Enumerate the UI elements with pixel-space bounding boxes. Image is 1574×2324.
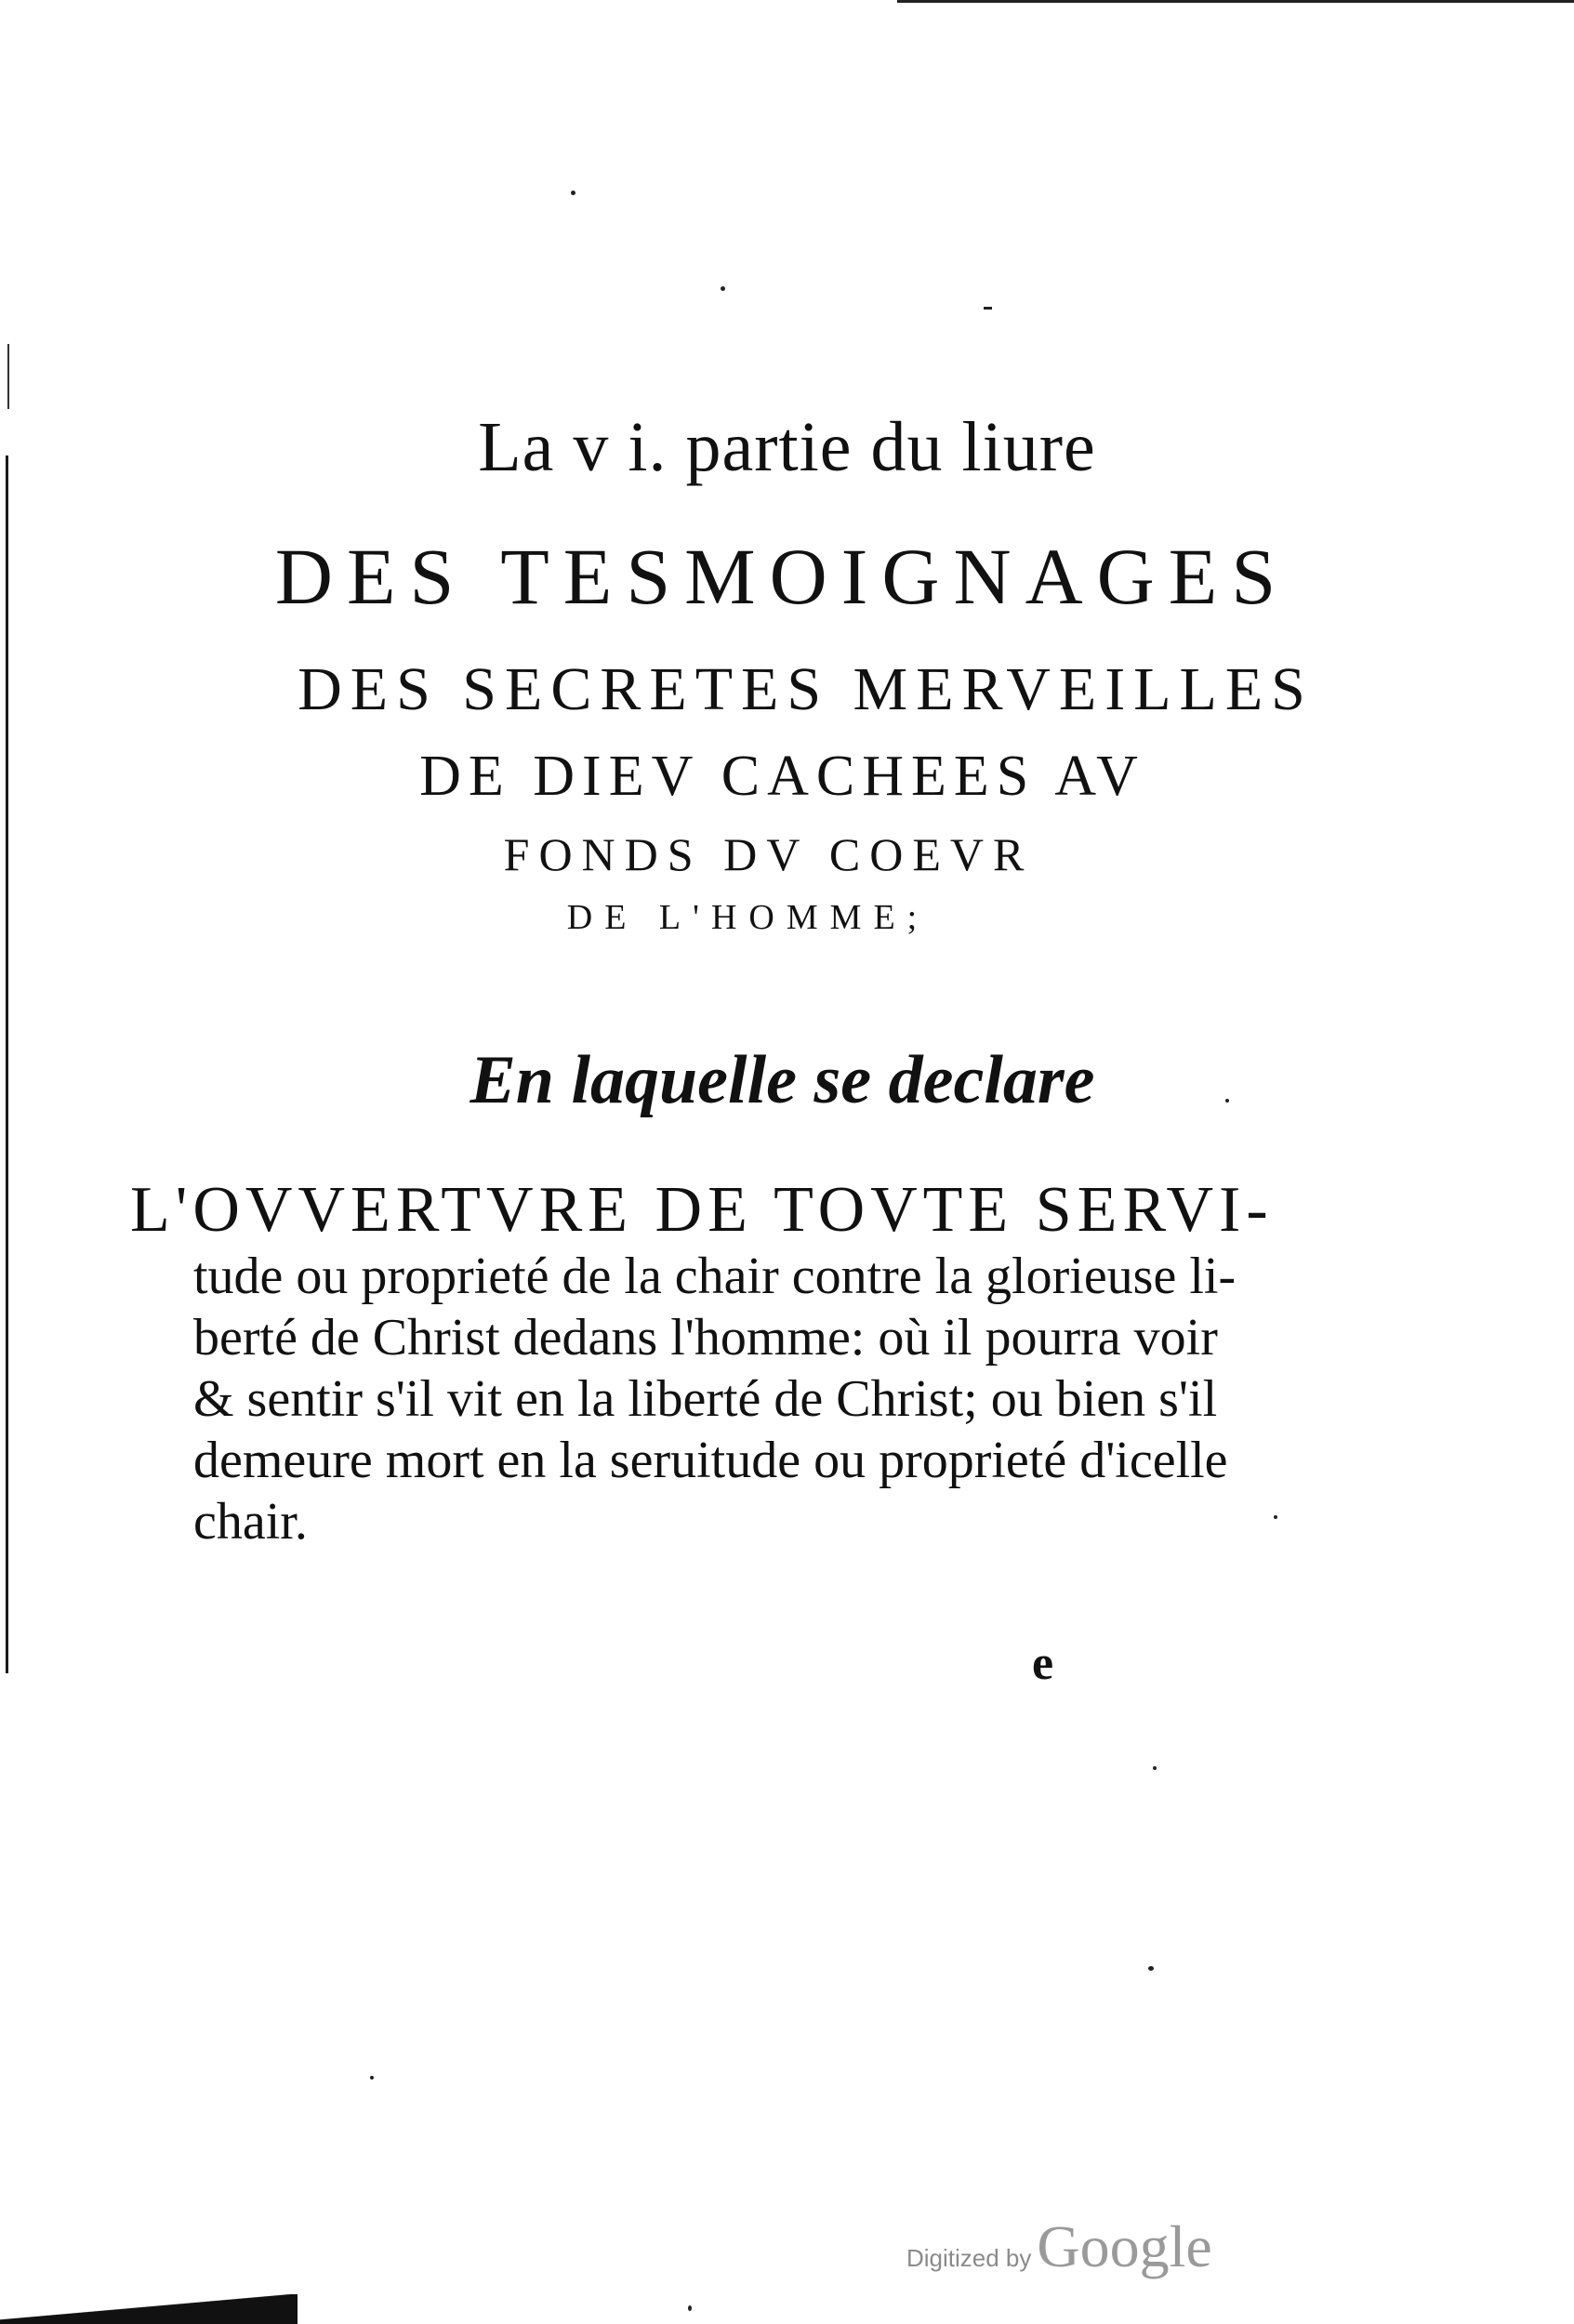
subtitle: En laquelle se declare xyxy=(470,1042,1095,1118)
body-line: berté de Christ dedans l'homme: où il pourra voir xyxy=(193,1309,1218,1367)
signature-mark: e xyxy=(1032,1637,1054,1690)
ink-speck xyxy=(370,2076,374,2080)
ink-speck xyxy=(984,307,992,310)
body-line: & sentir s'il vit en la liberté de Christ; ou bien s'il xyxy=(193,1370,1218,1428)
title-line-6: DE L'HOMME; xyxy=(566,898,930,937)
watermark-prefix: Digitized by xyxy=(906,2244,1032,2272)
scan-edge-tick-left xyxy=(7,344,9,409)
watermark-brand-logo: Google xyxy=(1037,2213,1212,2279)
opening-line: L'OVVERTVRE DE TOVTE SERVI- xyxy=(130,1174,1274,1246)
body-line: demeure mort en la seruitude ou proprieté d'icelle xyxy=(193,1432,1228,1489)
title-line-4: DE DIEV CACHEES AV xyxy=(419,745,1145,808)
digitized-watermark xyxy=(906,2212,1212,2281)
title-line-2: DES TESMOIGNAGES xyxy=(274,532,1290,621)
scan-edge-top xyxy=(897,0,1574,3)
body-line: tude ou proprieté de la chair contre la glorieuse li- xyxy=(193,1248,1237,1305)
title-line-5: FONDS DV COEVR xyxy=(503,828,1034,880)
title-line-3: DES SECRETES MERVEILLES xyxy=(298,655,1314,723)
scan-edge-bottom xyxy=(0,2294,298,2324)
ink-speck xyxy=(1153,1766,1157,1770)
title-line-1: La v i. partie du liure xyxy=(478,408,1096,486)
ink-speck xyxy=(721,286,725,291)
body-paragraph xyxy=(193,1246,1365,1552)
ink-speck xyxy=(571,191,575,195)
ink-speck xyxy=(1148,1966,1154,1971)
ink-speck xyxy=(688,2305,692,2311)
body-line: chair. xyxy=(193,1493,308,1551)
